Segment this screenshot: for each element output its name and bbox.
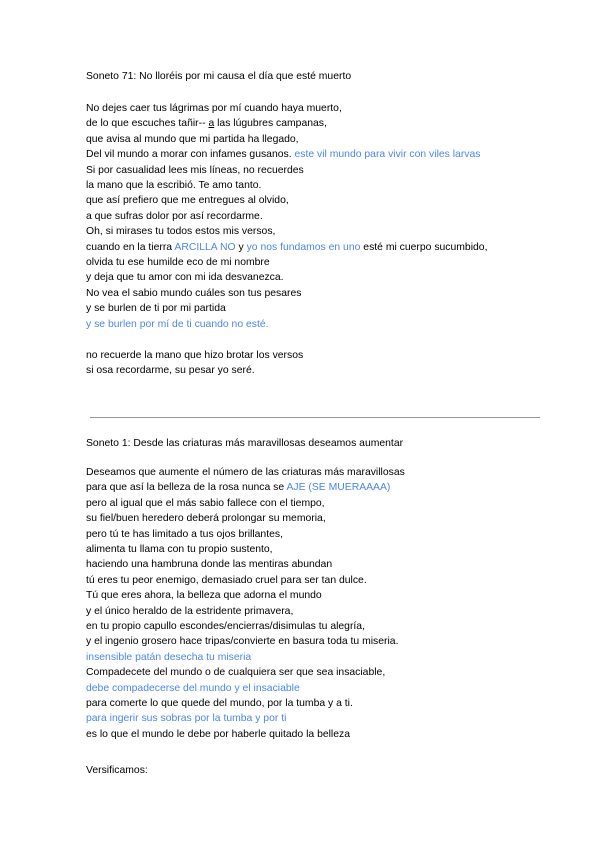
line-text: Si por casualidad lees mis líneas, no recuerdes <box>86 164 304 176</box>
line-text: y deja que tu amor con mi ida desvanezca. <box>86 272 284 284</box>
sonnet-1-line <box>86 558 332 571</box>
annotation-text: este vil mundo para vivir con viles larvas <box>294 149 481 161</box>
sonnet-71-line <box>86 225 275 238</box>
annotation-text: AJE (SE MUERAAAA) <box>286 482 391 494</box>
line-text: de lo que escuches tañir-- <box>86 118 209 130</box>
annotation-text: para ingerir sus sobras por la tumba y por ti <box>86 713 287 725</box>
sonnet-71-closing-line <box>86 364 255 377</box>
line-text: tú eres tu peor enemigo, demasiado cruel para ser tan dulce. <box>86 574 367 586</box>
sonnet-1-line <box>86 481 390 494</box>
line-text: no recuerde la mano que hizo brotar los versos <box>86 350 304 361</box>
sonnet-71-line <box>86 271 284 284</box>
sonnet-1-line <box>86 497 325 510</box>
versificamos-label: Versificamos: <box>86 765 148 776</box>
underlined-text: a <box>208 118 215 130</box>
section-divider <box>90 417 540 418</box>
annotation-text: y se burlen por mí de ti cuando no esté. <box>86 318 269 330</box>
sonnet-71-line <box>86 302 226 315</box>
sonnet-1-line <box>86 620 365 633</box>
sonnet-1-line <box>86 543 273 556</box>
sonnet-1-line <box>86 712 286 725</box>
line-text: y se burlen de ti por mi partida <box>86 303 226 315</box>
sonnet-71-line <box>86 194 289 207</box>
line-text: a que sufras dolor por así recordarme. <box>86 210 263 222</box>
sonnet-71-closing-line <box>86 349 303 362</box>
sonnet-1-line <box>86 466 405 479</box>
sonnet-1-line <box>86 651 251 664</box>
sonnet-1-line <box>86 528 283 541</box>
line-text: es lo que el mundo le debe por haberle quitado la belleza <box>86 728 350 740</box>
line-text: para que así la belleza de la rosa nunca se <box>86 482 287 494</box>
sonnet-1-line <box>86 682 300 695</box>
sonnet-1-line <box>86 697 353 710</box>
line-text: pero tú te has limitado a tus ojos brillantes, <box>86 528 283 540</box>
sonnet-1-line <box>86 589 322 602</box>
sonnet-71-line <box>86 210 263 223</box>
line-text: No dejes caer tus lágrimas por mí cuando haya muerto, <box>86 103 342 114</box>
sonnet-71-line <box>86 117 327 130</box>
sonnet-71-line <box>86 241 487 254</box>
sonnet-71-line <box>86 148 480 161</box>
line-text: para comerte lo que quede del mundo, por la tumba y a ti. <box>86 698 353 709</box>
line-text: cuando en la tierra <box>86 241 175 253</box>
line-text: No vea el sabio mundo cuáles son tus pesares <box>86 287 302 299</box>
line-text: si osa recordarme, su pesar yo seré. <box>86 365 255 377</box>
line-text: las lúgubres campanas, <box>214 118 327 130</box>
sonnet-1-line <box>86 728 350 741</box>
line-text: Del vil mundo a morar con infames gusanos. <box>86 149 295 161</box>
line-text: alimenta tu llama con tu propio sustento, <box>86 544 273 555</box>
line-text: olvida tu ese humilde eco de mi nombre <box>86 257 270 268</box>
sonnet-71-line <box>86 179 261 192</box>
line-text: Tú que eres ahora, la belleza que adorna el mundo <box>86 590 322 602</box>
annotation-text: ARCILLA NO <box>174 241 236 253</box>
sonnet-1-title: Soneto 1: Desde las criaturas más maravillosas deseamos aumentar <box>86 438 404 449</box>
annotation-text: yo nos fundamos en uno <box>246 241 361 253</box>
line-text: y <box>235 241 247 253</box>
sonnet-71-line <box>86 164 304 177</box>
line-text: y el ingenio grosero hace tripas/convierte en basura toda tu miseria. <box>86 636 399 648</box>
line-text: Oh, si mirases tu todos estos mis versos, <box>86 226 276 238</box>
line-text: haciendo una hambruna donde las mentiras abundan <box>86 559 333 571</box>
sonnet-1-line <box>86 666 385 679</box>
line-text: que avisa al mundo que mi partida ha llegado, <box>86 133 299 145</box>
annotation-text: insensible patán desecha tu miseria <box>86 651 252 663</box>
sonnet-71-line <box>86 133 299 146</box>
sonnet-1-line <box>86 635 398 648</box>
sonnet-71-title: Soneto 71: No lloréis por mi causa el día que esté muerto <box>86 71 352 82</box>
line-text: esté mi cuerpo sucumbido, <box>360 241 488 253</box>
sonnet-1-line <box>86 605 293 618</box>
sonnet-71-line <box>86 102 342 115</box>
annotation-text: debe compadecerse del mundo y el insaciable <box>86 682 300 694</box>
line-text: su fiel/buen heredero deberá prolongar su memoria, <box>86 513 326 525</box>
sonnet-71-line <box>86 318 269 331</box>
line-text: la mano que la escribió. Te amo tanto. <box>86 180 262 191</box>
line-text: Deseamos que aumente el número de las criaturas más maravillosas <box>86 467 405 478</box>
line-text: que así prefiero que me entregues al olvido, <box>86 195 289 207</box>
line-text: en tu propio capullo escondes/encierras/disimulas tu alegría, <box>86 621 365 632</box>
sonnet-71-line <box>86 256 270 269</box>
sonnet-1-line <box>86 512 326 525</box>
line-text: y el único heraldo de la estridente primavera, <box>86 605 294 617</box>
sonnet-71-line <box>86 287 301 300</box>
line-text: pero al igual que el más sabio fallece con el tiempo, <box>86 497 325 509</box>
line-text: Compadecete del mundo o de cualquiera ser que sea insaciable, <box>86 667 386 679</box>
sonnet-1-line <box>86 574 367 587</box>
